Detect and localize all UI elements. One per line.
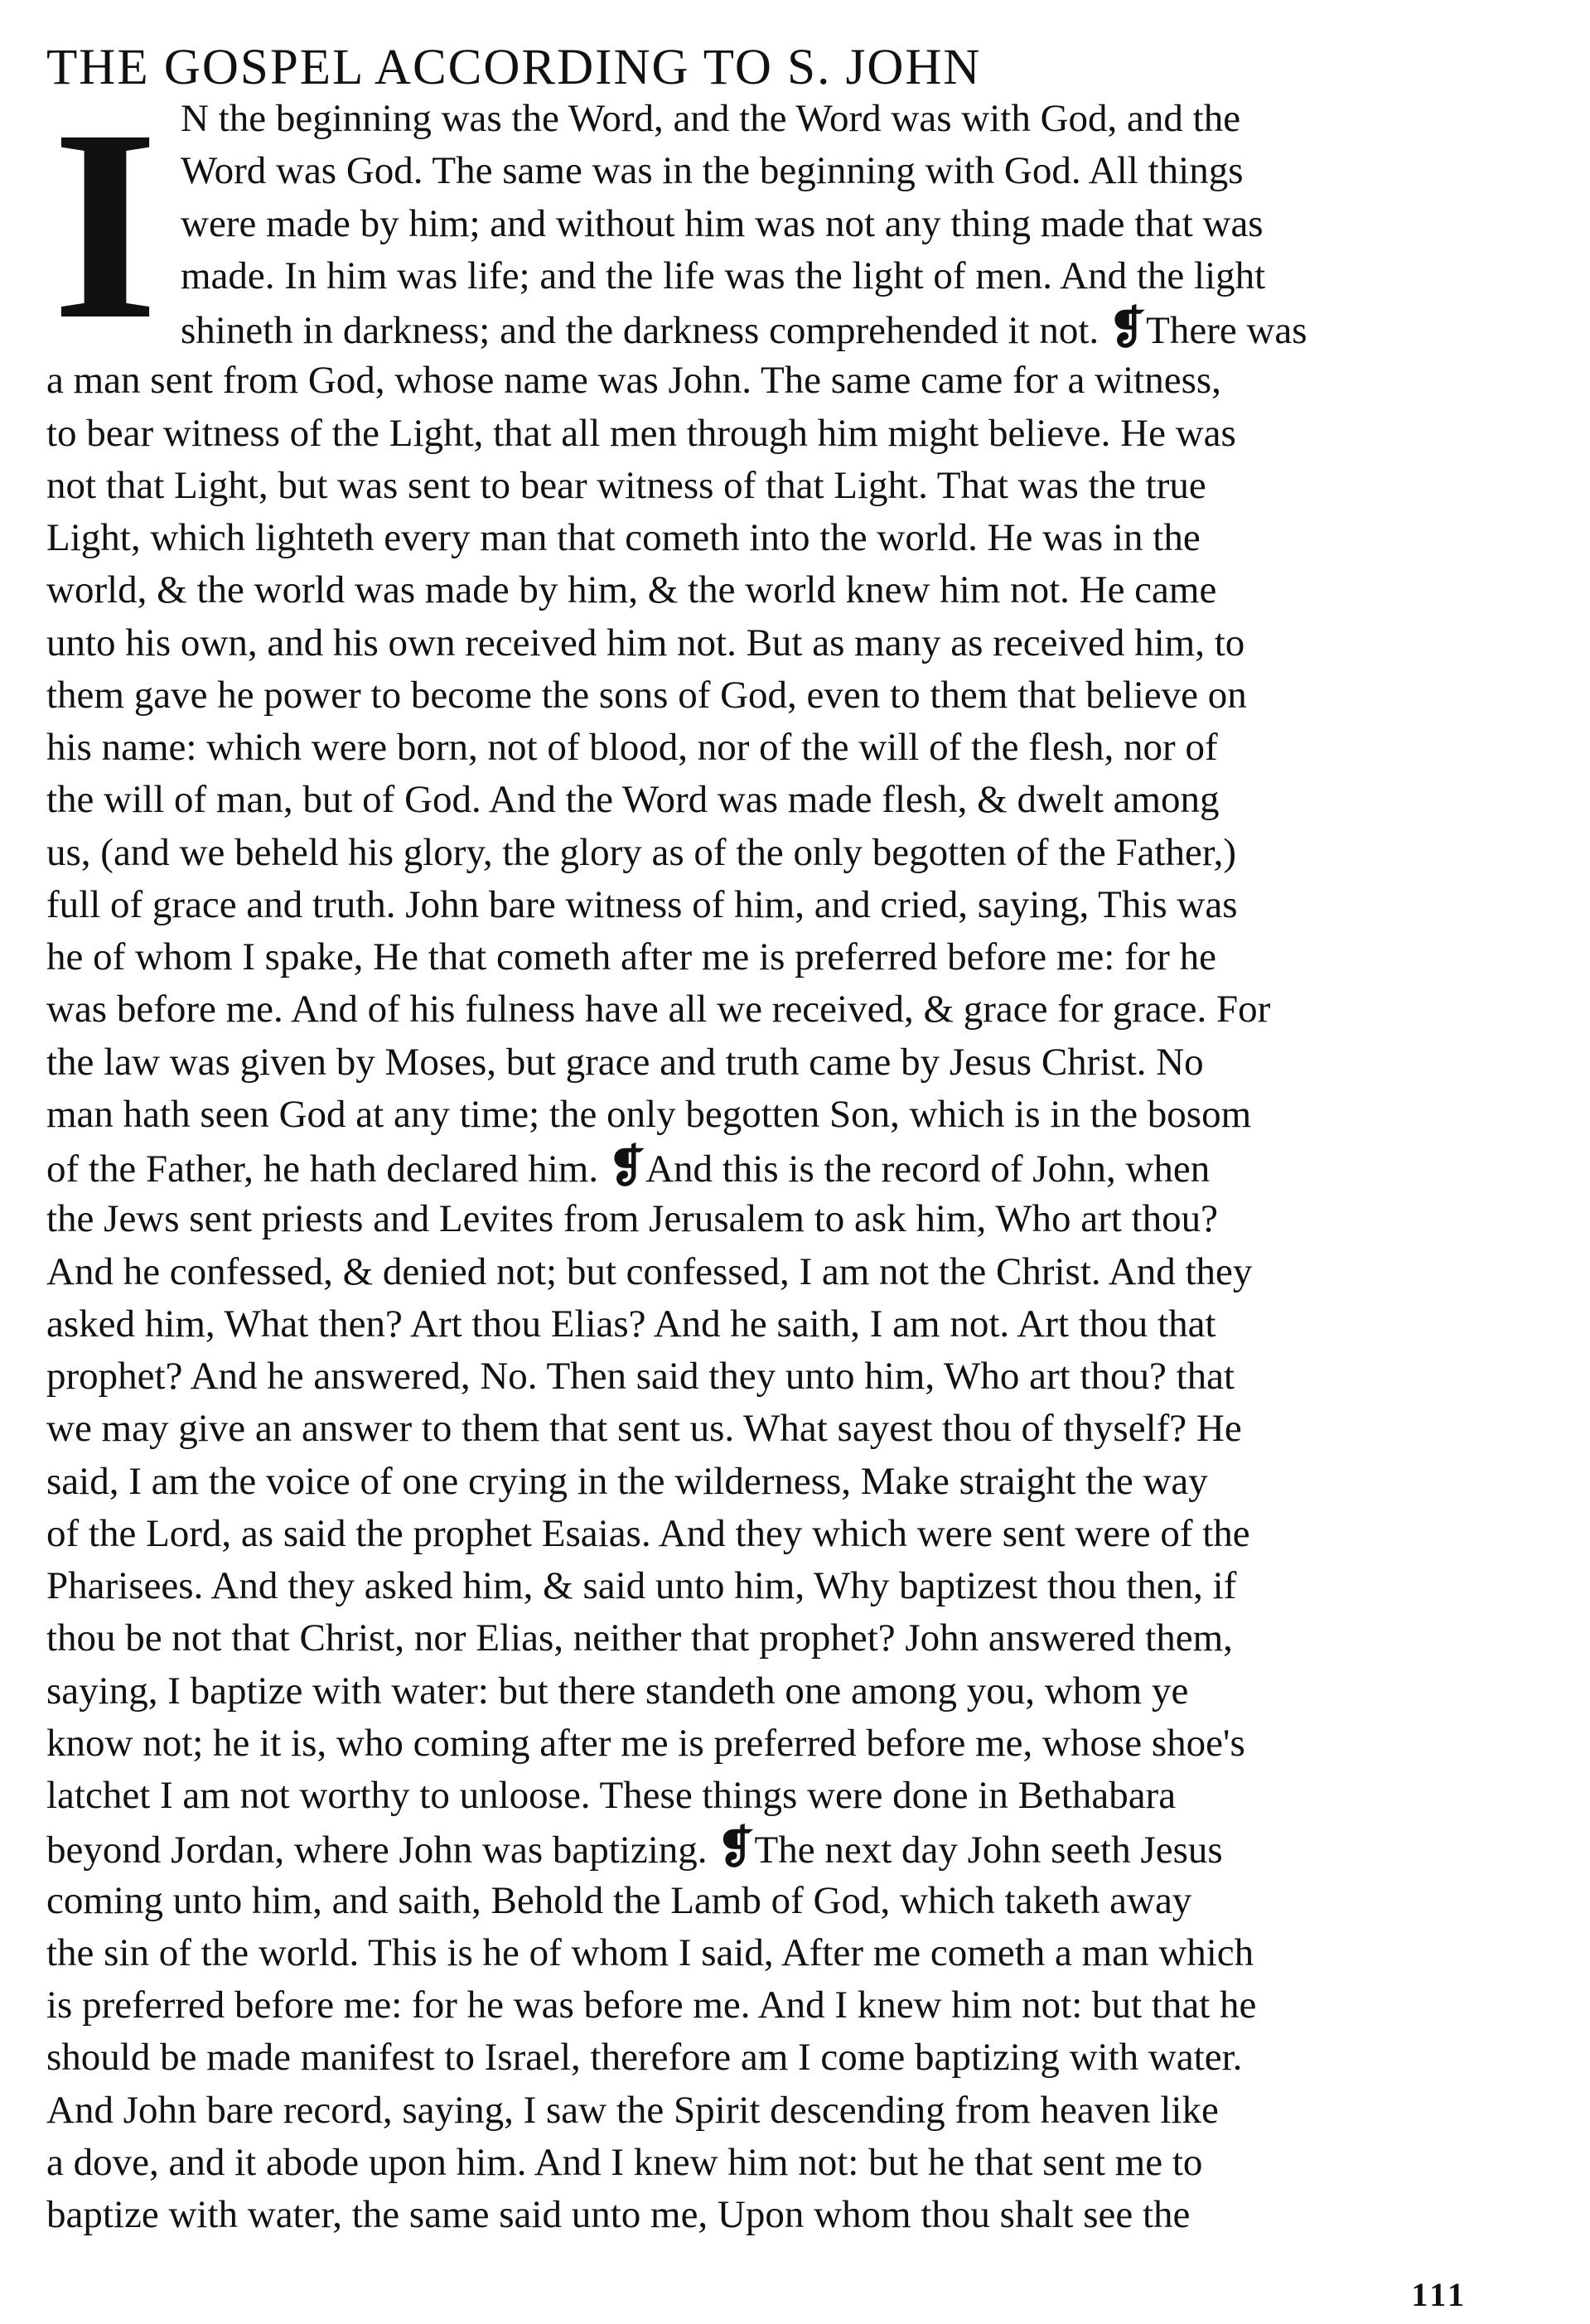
text-line: the law was given by Moses, but grace and truth came by Jesus Christ. No xyxy=(46,1040,1204,1084)
text-line: the will of man, but of God. And the Word was made flesh, & dwelt among xyxy=(46,778,1220,822)
text-line: coming unto him, and saith, Behold the Lamb of God, which taketh away xyxy=(46,1878,1192,1922)
text-line: the sin of the world. This is he of whom I said, After me cometh a man which xyxy=(46,1930,1254,1974)
text-line: said, I am the voice of one crying in the wilderness, Make straight the way xyxy=(46,1459,1208,1503)
text-line: saying, I baptize with water: but there standeth one among you, whom ye xyxy=(46,1669,1189,1713)
text-line: shineth in darkness; and the darkness comprehended it not. ❡There was xyxy=(181,303,1307,353)
text-line: made. In him was life; and the life was the light of men. And the light xyxy=(181,254,1266,297)
page-title: THE GOSPEL ACCORDING TO S. JOHN xyxy=(46,40,982,95)
text-line: he of whom I spake, He that cometh after me is preferred before me: for he xyxy=(46,935,1216,978)
text-line: thou be not that Christ, nor Elias, neither that prophet? John answered them, xyxy=(46,1616,1233,1660)
text-line: unto his own, and his own received him not. But as many as received him, to xyxy=(46,621,1245,664)
text-line: asked him, What then? Art thou Elias? And he saith, I am not. Art thou that xyxy=(46,1302,1216,1346)
text-line: should be made manifest to Israel, therefore am I come baptizing with water. xyxy=(46,2036,1243,2080)
text-line: latchet I am not worthy to unloose. These things were done in Bethabara xyxy=(46,1774,1177,1817)
drop-cap: I xyxy=(51,94,159,356)
text-line: the Jews sent priests and Levites from Jerusalem to ask him, Who art thou? xyxy=(46,1197,1219,1241)
text-line: of the Father, he hath declared him. ❡And this is the record of John, when xyxy=(46,1142,1211,1191)
paragraph-mark-icon: ❡ xyxy=(717,1823,755,1873)
body-text xyxy=(46,93,1542,2241)
text-line: were made by him; and without him was not any thing made that was xyxy=(181,201,1264,245)
paragraph-mark-icon: ❡ xyxy=(607,1142,646,1191)
text-line: Pharisees. And they asked him, & said unto him, Why baptizest thou then, if xyxy=(46,1564,1237,1607)
text-line: his name: which were born, not of blood, nor of the will of the flesh, nor of xyxy=(46,726,1218,769)
text-line: N the beginning was the Word, and the Word was with God, and the xyxy=(181,97,1241,140)
text-line: of the Lord, as said the prophet Esaias. And they which were sent were of the xyxy=(46,1511,1250,1555)
text-line: we may give an answer to them that sent us. What sayest thou of thyself? He xyxy=(46,1407,1242,1451)
text-line: Light, which lighteth every man that cometh into the world. He was in the xyxy=(46,516,1201,559)
text-line: was before me. And of his fulness have all we received, & grace for grace. For xyxy=(46,988,1271,1032)
text-line: us, (and we beheld his glory, the glory as of the only begotten of the Father,) xyxy=(46,830,1237,874)
text-line: is preferred before me: for he was before me. And I knew him not: but that he xyxy=(46,1983,1257,2027)
text-line: world, & the world was made by him, & the world knew him not. He came xyxy=(46,568,1217,612)
page-number: 111 xyxy=(1411,2276,1467,2313)
paragraph-mark-icon: ❡ xyxy=(1108,303,1147,353)
text-line: full of grace and truth. John bare witness of him, and cried, saying, This was xyxy=(46,882,1238,926)
text-line: a man sent from God, whose name was John. The same came for a witness, xyxy=(46,359,1221,403)
text-line: Word was God. The same was in the beginning with God. All things xyxy=(181,149,1244,193)
text-line: baptize with water, the same said unto me, Upon whom thou shalt see the xyxy=(46,2193,1191,2236)
text-line: a dove, and it abode upon him. And I knew him not: but he that sent me to xyxy=(46,2140,1203,2184)
text-line: to bear witness of the Light, that all men through him might believe. He was xyxy=(46,411,1236,455)
text-line: man hath seen God at any time; the only begotten Son, which is in the bosom xyxy=(46,1092,1252,1136)
text-line: them gave he power to become the sons of God, even to them that believe on xyxy=(46,673,1247,717)
book-page xyxy=(46,41,1542,2312)
text-line: And John bare record, saying, I saw the Spirit descending from heaven like xyxy=(46,2088,1219,2132)
text-line: not that Light, but was sent to bear witness of that Light. That was the true xyxy=(46,463,1206,507)
text-line: know not; he it is, who coming after me is preferred before me, whose shoe's xyxy=(46,1721,1245,1765)
text-line: beyond Jordan, where John was baptizing. ❡The next day John seeth Jesus xyxy=(46,1823,1223,1873)
text-line: And he confessed, & denied not; but confessed, I am not the Christ. And they xyxy=(46,1249,1253,1293)
text-line: prophet? And he answered, No. Then said they unto him, Who art thou? that xyxy=(46,1355,1235,1398)
